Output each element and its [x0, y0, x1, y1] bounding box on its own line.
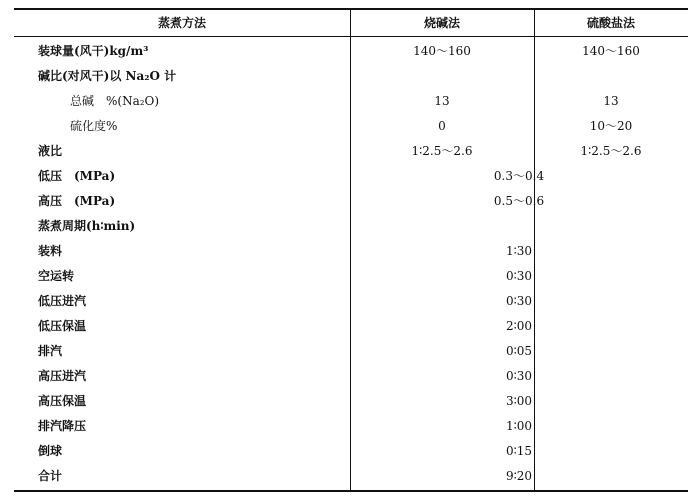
shared-value: 0∶30: [505, 269, 533, 283]
row-label: 硫化度%: [70, 119, 118, 133]
table-row: [14, 439, 688, 464]
row-label: 低压保温: [38, 319, 87, 333]
bottom-rule: [14, 490, 688, 492]
table-row: [14, 239, 688, 264]
shared-value: 0∶05: [505, 344, 533, 358]
table-row: [14, 214, 688, 239]
shared-value: 1∶30: [505, 244, 533, 258]
soda-value: 13: [434, 94, 450, 108]
row-label: 总碱 %(Na₂O): [70, 94, 160, 108]
table-row: [14, 314, 688, 339]
table-row: [14, 114, 688, 139]
table-row: [14, 139, 688, 164]
sulfate-value: 1∶2.5～2.6: [580, 144, 642, 158]
table-row: [14, 264, 688, 289]
shared-value: 0∶30: [505, 369, 533, 383]
row-label: 液比: [38, 144, 63, 158]
table-row: [14, 339, 688, 364]
row-label: 装料: [38, 244, 63, 258]
shared-value: 2∶00: [505, 319, 533, 333]
shared-value: 0∶15: [505, 444, 533, 458]
shared-value: 1∶00: [505, 419, 533, 433]
row-label: 空运转: [38, 269, 75, 283]
row-label: 高压进汽: [38, 369, 87, 383]
table-row: [14, 389, 688, 414]
soda-value: 1∶2.5～2.6: [411, 144, 473, 158]
row-label: 碱比(对风干)以 Na₂O 计: [38, 69, 177, 83]
soda-value: 140～160: [413, 44, 471, 58]
header-sulfate-process: 硫酸盐法: [586, 16, 635, 30]
shared-value: 0.5～0.6: [493, 194, 545, 208]
header-method: 蒸煮方法: [157, 16, 206, 30]
row-label: 排汽: [38, 344, 63, 358]
row-label: 倒球: [38, 444, 63, 458]
table-row: [14, 364, 688, 389]
shared-value: 3∶00: [505, 394, 533, 408]
sulfate-value: 13: [603, 94, 619, 108]
cooking-conditions-table: [14, 8, 688, 492]
row-label: 高压 (MPa): [38, 194, 116, 208]
row-label: 高压保温: [38, 394, 87, 408]
table-row: [14, 289, 688, 314]
header-rule: [14, 36, 688, 37]
table-row: [14, 39, 688, 64]
table-row: [14, 464, 688, 489]
row-label: 装球量(风干)kg/m³: [38, 44, 149, 58]
table-row: [14, 414, 688, 439]
table-row: [14, 189, 688, 214]
row-label: 低压进汽: [38, 294, 87, 308]
sulfate-value: 10～20: [589, 119, 633, 133]
header-soda-process: 烧碱法: [423, 16, 460, 30]
shared-value: 9∶20: [505, 469, 533, 483]
sulfate-value: 140～160: [582, 44, 640, 58]
row-label: 低压 (MPa): [38, 169, 116, 183]
table-row: [14, 64, 688, 89]
shared-value: 0∶30: [505, 294, 533, 308]
row-label: 排汽降压: [38, 419, 87, 433]
row-label: 蒸煮周期(h∶min): [38, 219, 136, 233]
table-row: [14, 164, 688, 189]
shared-value: 0.3～0.4: [493, 169, 545, 183]
soda-value: 0: [438, 119, 446, 133]
table-row: [14, 89, 688, 114]
row-label: 合计: [38, 469, 63, 483]
